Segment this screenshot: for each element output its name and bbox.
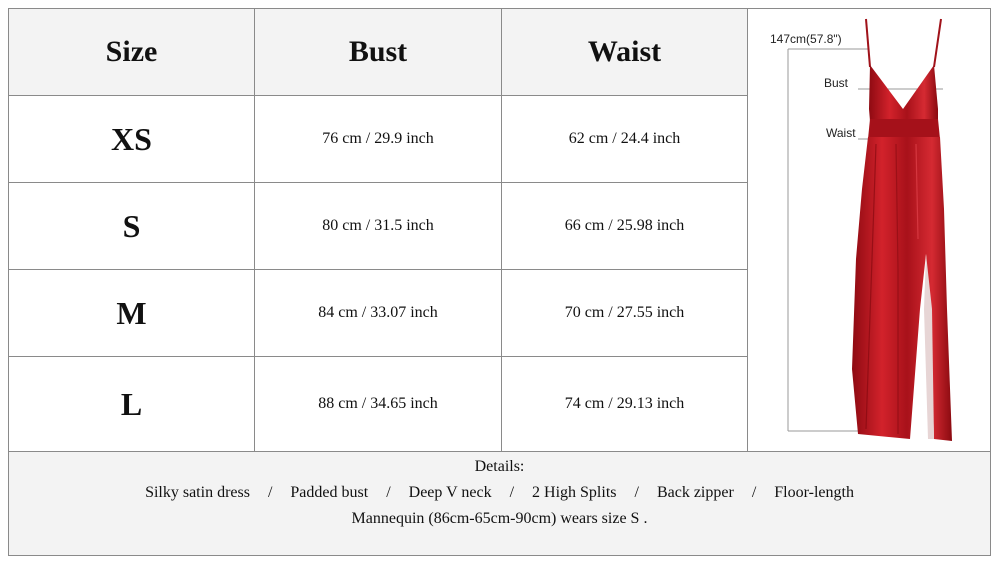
header-waist: Waist bbox=[502, 9, 748, 96]
bust-cell: 88 cm / 34.65 inch bbox=[255, 357, 502, 452]
header-bust: Bust bbox=[255, 9, 502, 96]
waist-label: Waist bbox=[826, 126, 856, 140]
table-row bbox=[9, 183, 748, 270]
bust-label: Bust bbox=[824, 76, 849, 90]
waist-cell: 66 cm / 25.98 inch bbox=[502, 183, 748, 270]
table-row bbox=[9, 270, 748, 357]
feature-item: Back zipper bbox=[656, 484, 734, 501]
size-cell: S bbox=[9, 183, 255, 270]
table-row bbox=[9, 357, 748, 452]
header-size: Size bbox=[9, 9, 255, 96]
size-table bbox=[8, 8, 748, 452]
length-label: 147cm(57.8") bbox=[770, 32, 842, 46]
separator: / bbox=[634, 484, 639, 501]
size-cell: M bbox=[9, 270, 255, 357]
separator: / bbox=[267, 484, 273, 501]
details-box bbox=[8, 451, 991, 556]
bust-cell: 76 cm / 29.9 inch bbox=[255, 96, 502, 183]
red-satin-dress bbox=[852, 19, 952, 441]
separator: / bbox=[751, 484, 757, 501]
separator: / bbox=[386, 484, 391, 501]
feature-item: Deep V neck bbox=[408, 484, 492, 501]
waist-cell: 70 cm / 27.55 inch bbox=[502, 270, 748, 357]
table-header-row bbox=[9, 9, 748, 96]
features-line bbox=[9, 480, 990, 506]
separator: / bbox=[509, 484, 515, 501]
size-cell: L bbox=[9, 357, 255, 452]
dress-illustration bbox=[748, 9, 992, 453]
table-row bbox=[9, 96, 748, 183]
details-title: Details: bbox=[474, 458, 525, 475]
mannequin-note: Mannequin (86cm-65cm-90cm) wears size S . bbox=[351, 510, 648, 527]
feature-item: 2 High Splits bbox=[532, 484, 617, 501]
waist-cell: 74 cm / 29.13 inch bbox=[502, 357, 748, 452]
feature-item: Floor-length bbox=[774, 484, 854, 501]
dress-measurement-image bbox=[747, 8, 991, 452]
waist-cell: 62 cm / 24.4 inch bbox=[502, 96, 748, 183]
feature-item: Padded bust bbox=[290, 484, 369, 501]
bust-cell: 80 cm / 31.5 inch bbox=[255, 183, 502, 270]
bust-cell: 84 cm / 33.07 inch bbox=[255, 270, 502, 357]
feature-item: Silky satin dress bbox=[145, 484, 250, 501]
size-cell: XS bbox=[9, 96, 255, 183]
